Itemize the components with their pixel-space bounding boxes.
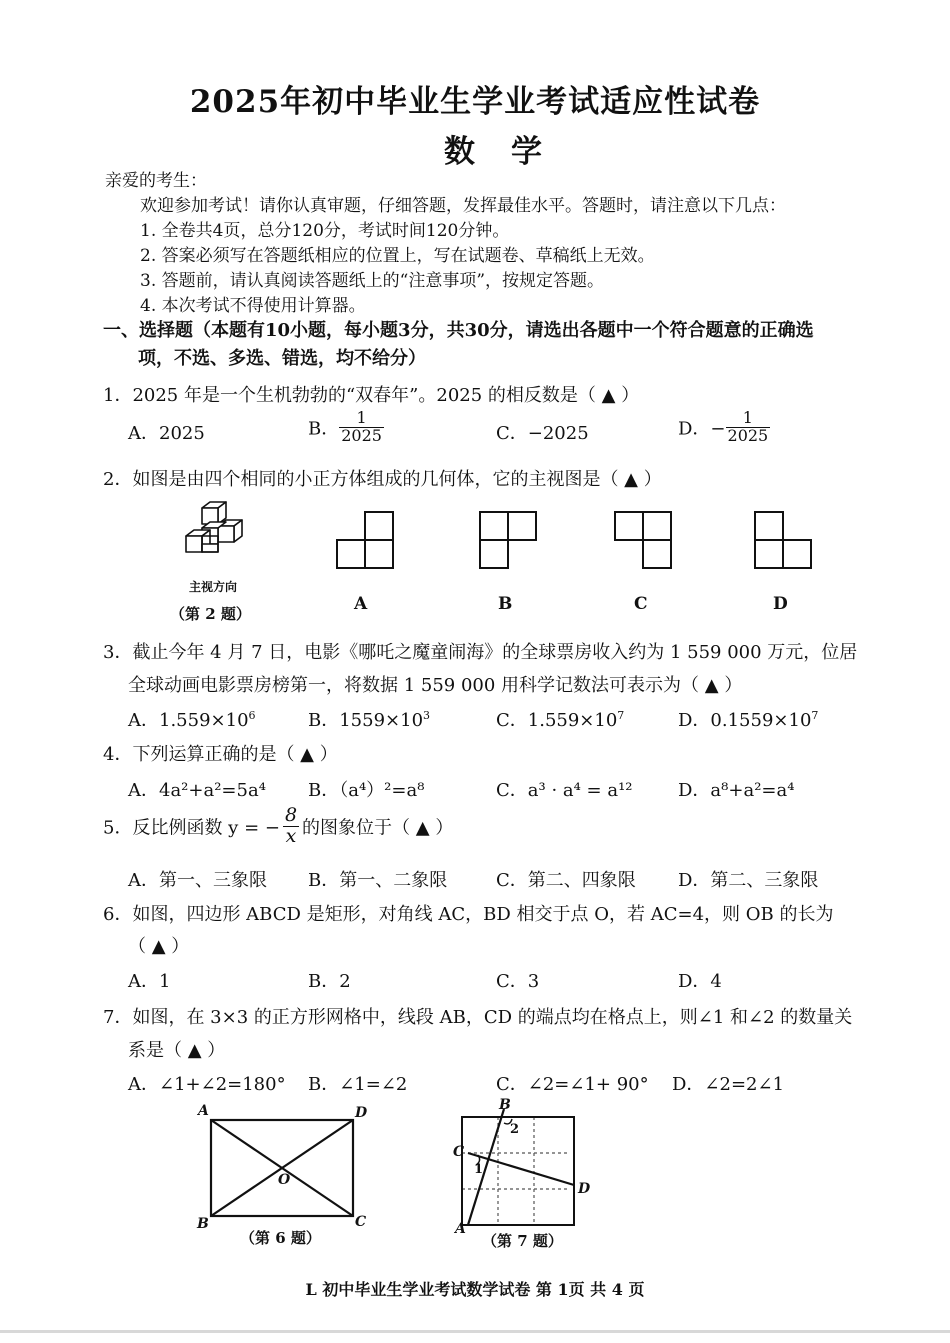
q3-d-base: D．0.1559×10: [678, 710, 812, 731]
q7-option-a: A．∠1+∠2=180°: [128, 1074, 286, 1095]
q4-option-a: A．4a²+a²=5a⁴: [128, 780, 266, 801]
q7-angle-2-label: 2: [510, 1122, 520, 1137]
q2-option-d-label: D: [773, 594, 788, 614]
q3-option-c: [496, 706, 624, 732]
q6-label-d: D: [355, 1105, 368, 1121]
q2-option-a-label: A: [354, 594, 368, 614]
q2-option-a-figure: [336, 510, 396, 570]
section-heading-line2: 项，不选、多选、错选，均不给分）: [138, 348, 426, 369]
q6-label-a: A: [198, 1103, 209, 1119]
q6-label-o: O: [278, 1172, 291, 1188]
question-7-stem-line1: 7．如图，在 3×3 的正方形网格中，线段 AB，CD 的端点均在格点上，则∠1 和∠2 的数量关: [103, 1007, 853, 1028]
q2-option-d-figure: [754, 510, 814, 570]
q7-label-a: A: [455, 1221, 466, 1237]
q2-option-b-figure: [479, 510, 539, 570]
q1-option-a: A．2025: [128, 423, 205, 444]
question-1-stem: 1．2025 年是一个生机勃勃的“双春年”。2025 的相反数是（ ▲ ）: [103, 385, 640, 406]
notice-item-1: 1. 全卷共4页，总分120分，考试时间120分钟。: [140, 221, 510, 241]
q1-option-b-prefix: B．: [308, 418, 340, 440]
q2-option-c-figure: [614, 510, 674, 570]
q7-option-d: D．∠2=2∠1: [672, 1074, 785, 1095]
q1-option-d: [678, 410, 770, 445]
q3-c-exponent: 7: [617, 709, 625, 722]
q7-caption: （第 7 题）: [482, 1232, 563, 1250]
q1-option-c: C．−2025: [496, 423, 589, 444]
q3-a-base: A．1.559×10: [128, 710, 249, 731]
q6-caption: （第 6 题）: [240, 1229, 321, 1247]
notice-item-3: 3. 答题前，请认真阅读答题纸上的“注意事项”，按规定答题。: [140, 271, 605, 291]
q7-label-d: D: [578, 1181, 591, 1197]
greeting: 亲爱的考生：: [105, 171, 207, 191]
q2-view-direction-label: 主视方向: [189, 580, 238, 594]
page-title: 2025年初中毕业生学业考试适应性试卷: [189, 84, 761, 120]
q2-option-b-label: B: [498, 594, 513, 614]
q1-b-numerator: 1: [356, 408, 367, 427]
q3-option-d: [678, 706, 818, 732]
q3-option-b: [308, 706, 430, 732]
notice-item-2: 2. 答案必须写在答题纸相应的位置上，写在试题卷、草稿纸上无效。: [140, 246, 655, 266]
q5-option-b: B．第一、二象限: [308, 870, 448, 891]
q5-stem-suffix: 的图象位于（ ▲ ）: [302, 817, 454, 839]
q1-d-numerator: 1: [742, 408, 753, 427]
q6-option-b: B．2: [308, 971, 351, 992]
q4-option-c: C．a³ · a⁴ = a¹²: [496, 780, 633, 801]
q3-d-exponent: 7: [811, 709, 819, 722]
subject-title: 数学: [444, 134, 578, 170]
q1-b-denominator: 2025: [341, 425, 382, 445]
q5-stem-prefix: 5．反比例函数 y = −: [103, 817, 280, 839]
q6-option-c: C．3: [496, 971, 540, 992]
q1-option-b: [308, 410, 384, 445]
q2-caption: （第 2 题）: [170, 605, 251, 623]
q4-option-b: B．（a⁴）²=a⁸: [308, 780, 425, 801]
q3-b-base: B．1559×10: [308, 710, 424, 731]
q5-frac-denominator: x: [283, 826, 299, 847]
q5-option-a: A．第一、三象限: [128, 870, 267, 891]
q7-option-b: B．∠1=∠2: [308, 1074, 408, 1095]
question-5-stem: [103, 806, 453, 847]
q5-option-d: D．第二、三象限: [678, 870, 819, 891]
question-2-stem: 2．如图是由四个相同的小正方体组成的几何体，它的主视图是（ ▲ ）: [103, 469, 662, 490]
q6-option-d: D．4: [678, 971, 722, 992]
q1-d-denominator: 2025: [727, 425, 769, 445]
bottom-divider: [0, 1330, 950, 1333]
q7-label-b: B: [499, 1097, 511, 1113]
q3-a-exponent: 6: [248, 709, 256, 722]
q7-grid-figure: [452, 1095, 602, 1235]
q7-segment-cd: [468, 1153, 574, 1185]
page-footer: L 初中毕业生学业考试数学试卷 第 1页 共 4 页: [305, 1280, 645, 1299]
question-6-stem-line1: 6．如图，四边形 ABCD 是矩形，对角线 AC，BD 相交于点 O，若 AC=4，则 OB 的长为: [103, 904, 834, 925]
q7-option-c: C．∠2=∠1+ 90°: [496, 1074, 649, 1095]
q5-frac-numerator: 8: [284, 804, 298, 826]
q3-option-a: [128, 706, 256, 732]
question-3-stem-line2: 全球动画电影票房榜第一，将数据 1 559 000 用科学记数法可表示为（ ▲ ）: [128, 675, 743, 696]
question-7-stem-line2: 系是（ ▲ ）: [128, 1040, 226, 1061]
q2-option-c-label: C: [634, 594, 648, 614]
q6-label-b: B: [197, 1216, 209, 1232]
notice-intro: 欢迎参加考试！请你认真审题，仔细答题，发挥最佳水平。答题时，请注意以下几点：: [140, 196, 786, 216]
notice-item-4: 4. 本次考试不得使用计算器。: [140, 296, 366, 316]
q3-b-exponent: 3: [423, 709, 431, 722]
question-4-stem: 4．下列运算正确的是（ ▲ ）: [103, 744, 338, 765]
q1-option-d-prefix: D．−: [678, 418, 726, 440]
q6-option-a: A．1: [128, 971, 171, 992]
q6-label-c: C: [355, 1214, 367, 1230]
q7-label-c: C: [453, 1144, 465, 1160]
q7-angle-1-label: 1: [474, 1162, 484, 1177]
question-6-stem-line2: （ ▲ ）: [128, 936, 190, 957]
q5-option-c: C．第二、四象限: [496, 870, 636, 891]
q4-option-d: D．a⁸+a²=a⁴: [678, 780, 795, 801]
section-heading-line1: 一、选择题（本题有10小题，每小题3分，共30分，请选出各题中一个符合题意的正确选: [103, 320, 814, 341]
question-3-stem-line1: 3．截止今年 4 月 7 日，电影《哪吒之魔童闹海》的全球票房收入约为 1 559 000 万元，位居: [103, 642, 858, 663]
q6-rectangle-figure: [195, 1100, 385, 1230]
q3-c-base: C．1.559×10: [496, 710, 618, 731]
q2-cube-figure: [178, 500, 268, 580]
